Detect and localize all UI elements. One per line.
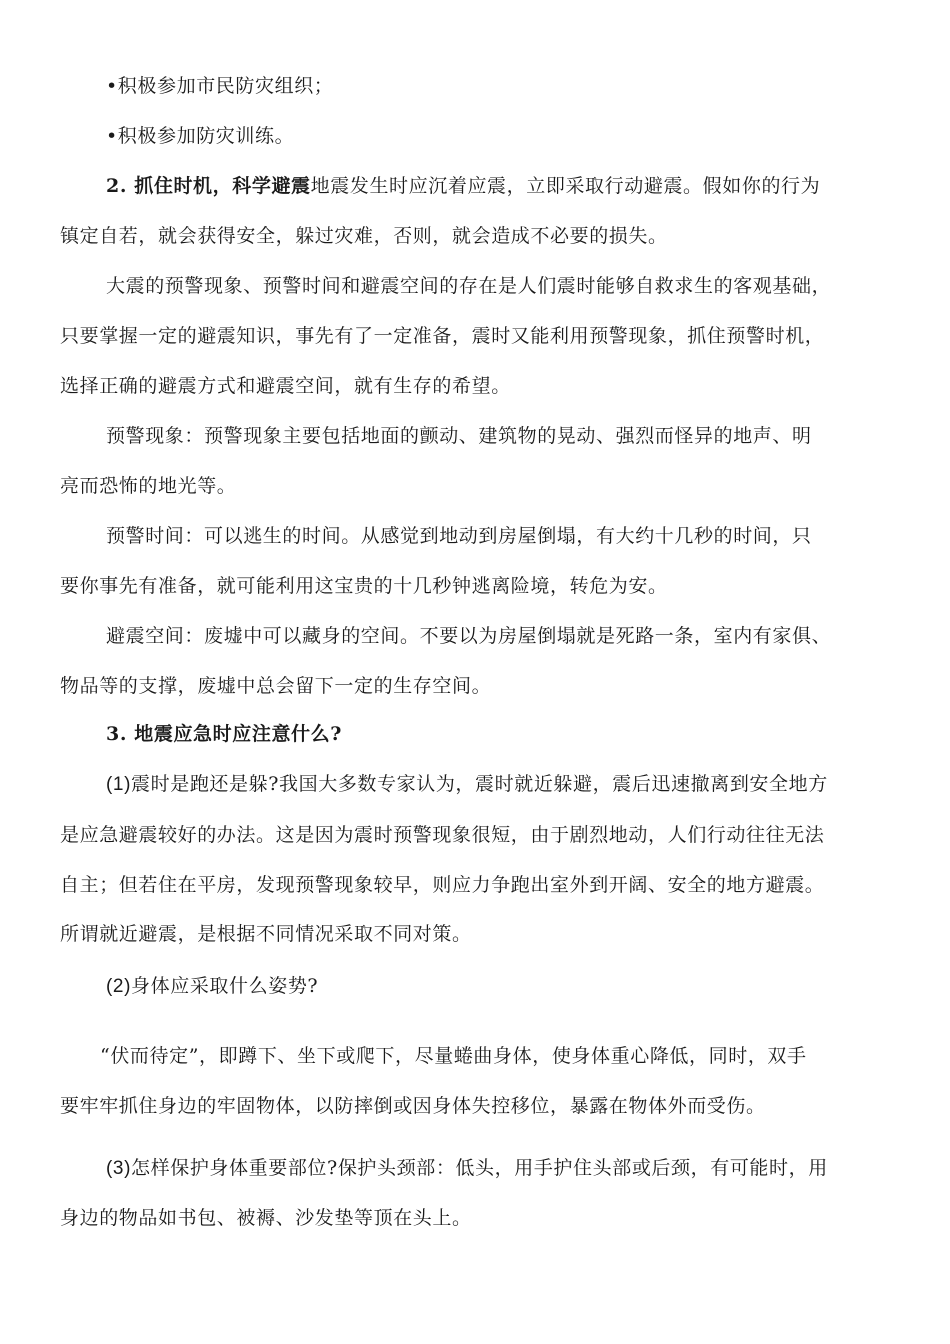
warning-time-line-1: 预警时间：可以逃生的时间。从感觉到地动到房屋倒塌，有大约十几秒的时间，只 xyxy=(106,525,812,547)
posture-line-2: 要牢牢抓住身边的牢固物体，以防摔倒或因身体失控移位，暴露在物体外而受伤。 xyxy=(60,1095,766,1117)
item-1-line-2: 是应急避震较好的办法。这是因为震时预警现象很短，由于剧烈地动，人们行动往往无法 xyxy=(60,824,825,846)
basis-line-1: 大震的预警现象、预警时间和避震空间的存在是人们震时能够自救求生的客观基础， xyxy=(106,275,832,297)
section-2-heading: 2. 抓住时机，科学避震 xyxy=(106,175,311,197)
item-2-text: 身体应采取什么姿势? xyxy=(131,975,319,997)
warning-phenomenon-line-1: 预警现象：预警现象主要包括地面的颤动、建筑物的晃动、强烈而怪异的地声、明 xyxy=(106,425,812,447)
bullet-training: •积极参加防灾训练。 xyxy=(106,125,295,147)
shelter-space-line-2: 物品等的支撑，废墟中总会留下一定的生存空间。 xyxy=(60,675,492,697)
basis-line-3: 选择正确的避震方式和避震空间，就有生存的希望。 xyxy=(60,375,511,397)
item-2-number: (2) xyxy=(106,976,132,997)
section-2-line-2: 镇定自若，就会获得安全，躲过灾难，否则，就会造成不必要的损失。 xyxy=(60,225,668,247)
bullet-civil-defense: •积极参加市民防灾组织； xyxy=(106,75,334,97)
section-2-line-1 xyxy=(106,173,900,199)
basis-line-2: 只要掌握一定的避震知识，事先有了一定准备，震时又能利用预警现象，抓住预警时机， xyxy=(60,325,825,347)
warning-time-line-2: 要你事先有准备，就可能利用这宝贵的十几秒钟逃离险境，转危为安。 xyxy=(60,575,668,597)
item-3-number: (3) xyxy=(106,1158,132,1179)
warning-phenomenon-line-2: 亮而恐怖的地光等。 xyxy=(60,475,237,497)
posture-line-1: “伏而待定”，即蹲下、坐下或爬下，尽量蜷曲身体，使身体重心降低，同时，双手 xyxy=(100,1045,807,1067)
shelter-space-line-1: 避震空间：废墟中可以藏身的空间。不要以为房屋倒塌就是死路一条，室内有家俱、 xyxy=(106,625,832,647)
item-2-line-1 xyxy=(106,973,900,1000)
item-1-line-3: 自主；但若住在平房，发现预警现象较早，则应力争跑出室外到开阔、安全的地方避震。 xyxy=(60,874,825,896)
item-3-text: 怎样保护身体重要部位?保护头颈部：低头，用手护住头部或后颈，有可能时，用 xyxy=(131,1157,828,1179)
item-1-number: (1) xyxy=(106,774,132,795)
item-3-line-1 xyxy=(106,1155,900,1182)
item-1-line-4: 所谓就近避震，是根据不同情况采取不同对策。 xyxy=(60,923,472,945)
section-3-heading: 3. 地震应急时应注意什么? xyxy=(106,723,342,745)
section-2-text: 地震发生时应沉着应震，立即采取行动避震。假如你的行为 xyxy=(310,175,821,197)
item-1-line-1 xyxy=(106,771,900,798)
item-1-text: 震时是跑还是躲?我国大多数专家认为，震时就近躲避，震后迅速撤离到安全地方 xyxy=(131,773,828,795)
item-3-line-2: 身边的物品如书包、被褥、沙发垫等顶在头上。 xyxy=(60,1207,472,1229)
